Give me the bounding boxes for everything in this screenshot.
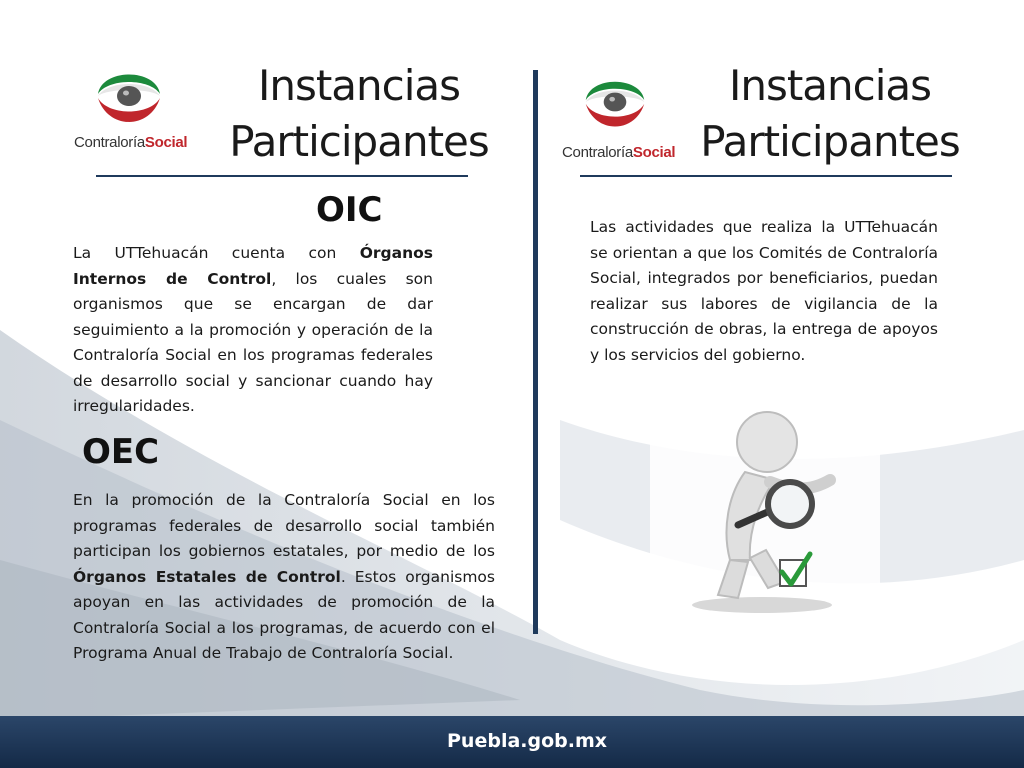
footer-site-link[interactable]: Puebla.gob.mx (447, 730, 608, 752)
oec-paragraph: En la promoción de la Contraloría Social en los programas federales de desarrollo social también participan los gobiernos estatales, por medio de los Órganos Estatales de Control. Estos organismos apoyan en las actividades de promoción de la Contraloría Social a los programas, de acuerdo con el Programa Anual de Trabajo de Contraloría Social. (73, 491, 495, 662)
right-title: Instancias Participantes (700, 61, 960, 166)
inspector-figure-illustration (650, 400, 880, 615)
contraloria-logo-right (562, 66, 676, 166)
logo-wordmark: ContraloríaSocial (74, 134, 188, 151)
right-title-rule (580, 175, 952, 177)
eye-emblem-icon (582, 66, 648, 138)
left-title: Instancias Participantes (229, 61, 489, 166)
eye-emblem-icon (94, 58, 164, 134)
contraloria-logo-left (74, 58, 188, 158)
oec-heading: OEC (82, 432, 160, 472)
column-divider (533, 70, 538, 634)
left-title-rule (96, 175, 468, 177)
logo-wordmark: ContraloríaSocial (562, 144, 676, 161)
oic-heading: OIC (316, 190, 383, 230)
right-paragraph: Las actividades que realiza la UTTehuacán se orientan a que los Comités de Contraloría Social, integrados por beneficiarios, puedan realizar sus labores de vigilancia de la construcción de obras, la entrega de apoyos y los servicios del gobierno. (590, 218, 938, 364)
oic-paragraph: La UTTehuacán cuenta con Órganos Internos de Control, los cuales son organismos que se encargan de dar seguimiento a la promoción y operación de la Contraloría Social en los programas federales de desarrollo social y sancionar cuando hay irregularidades. (73, 244, 433, 415)
